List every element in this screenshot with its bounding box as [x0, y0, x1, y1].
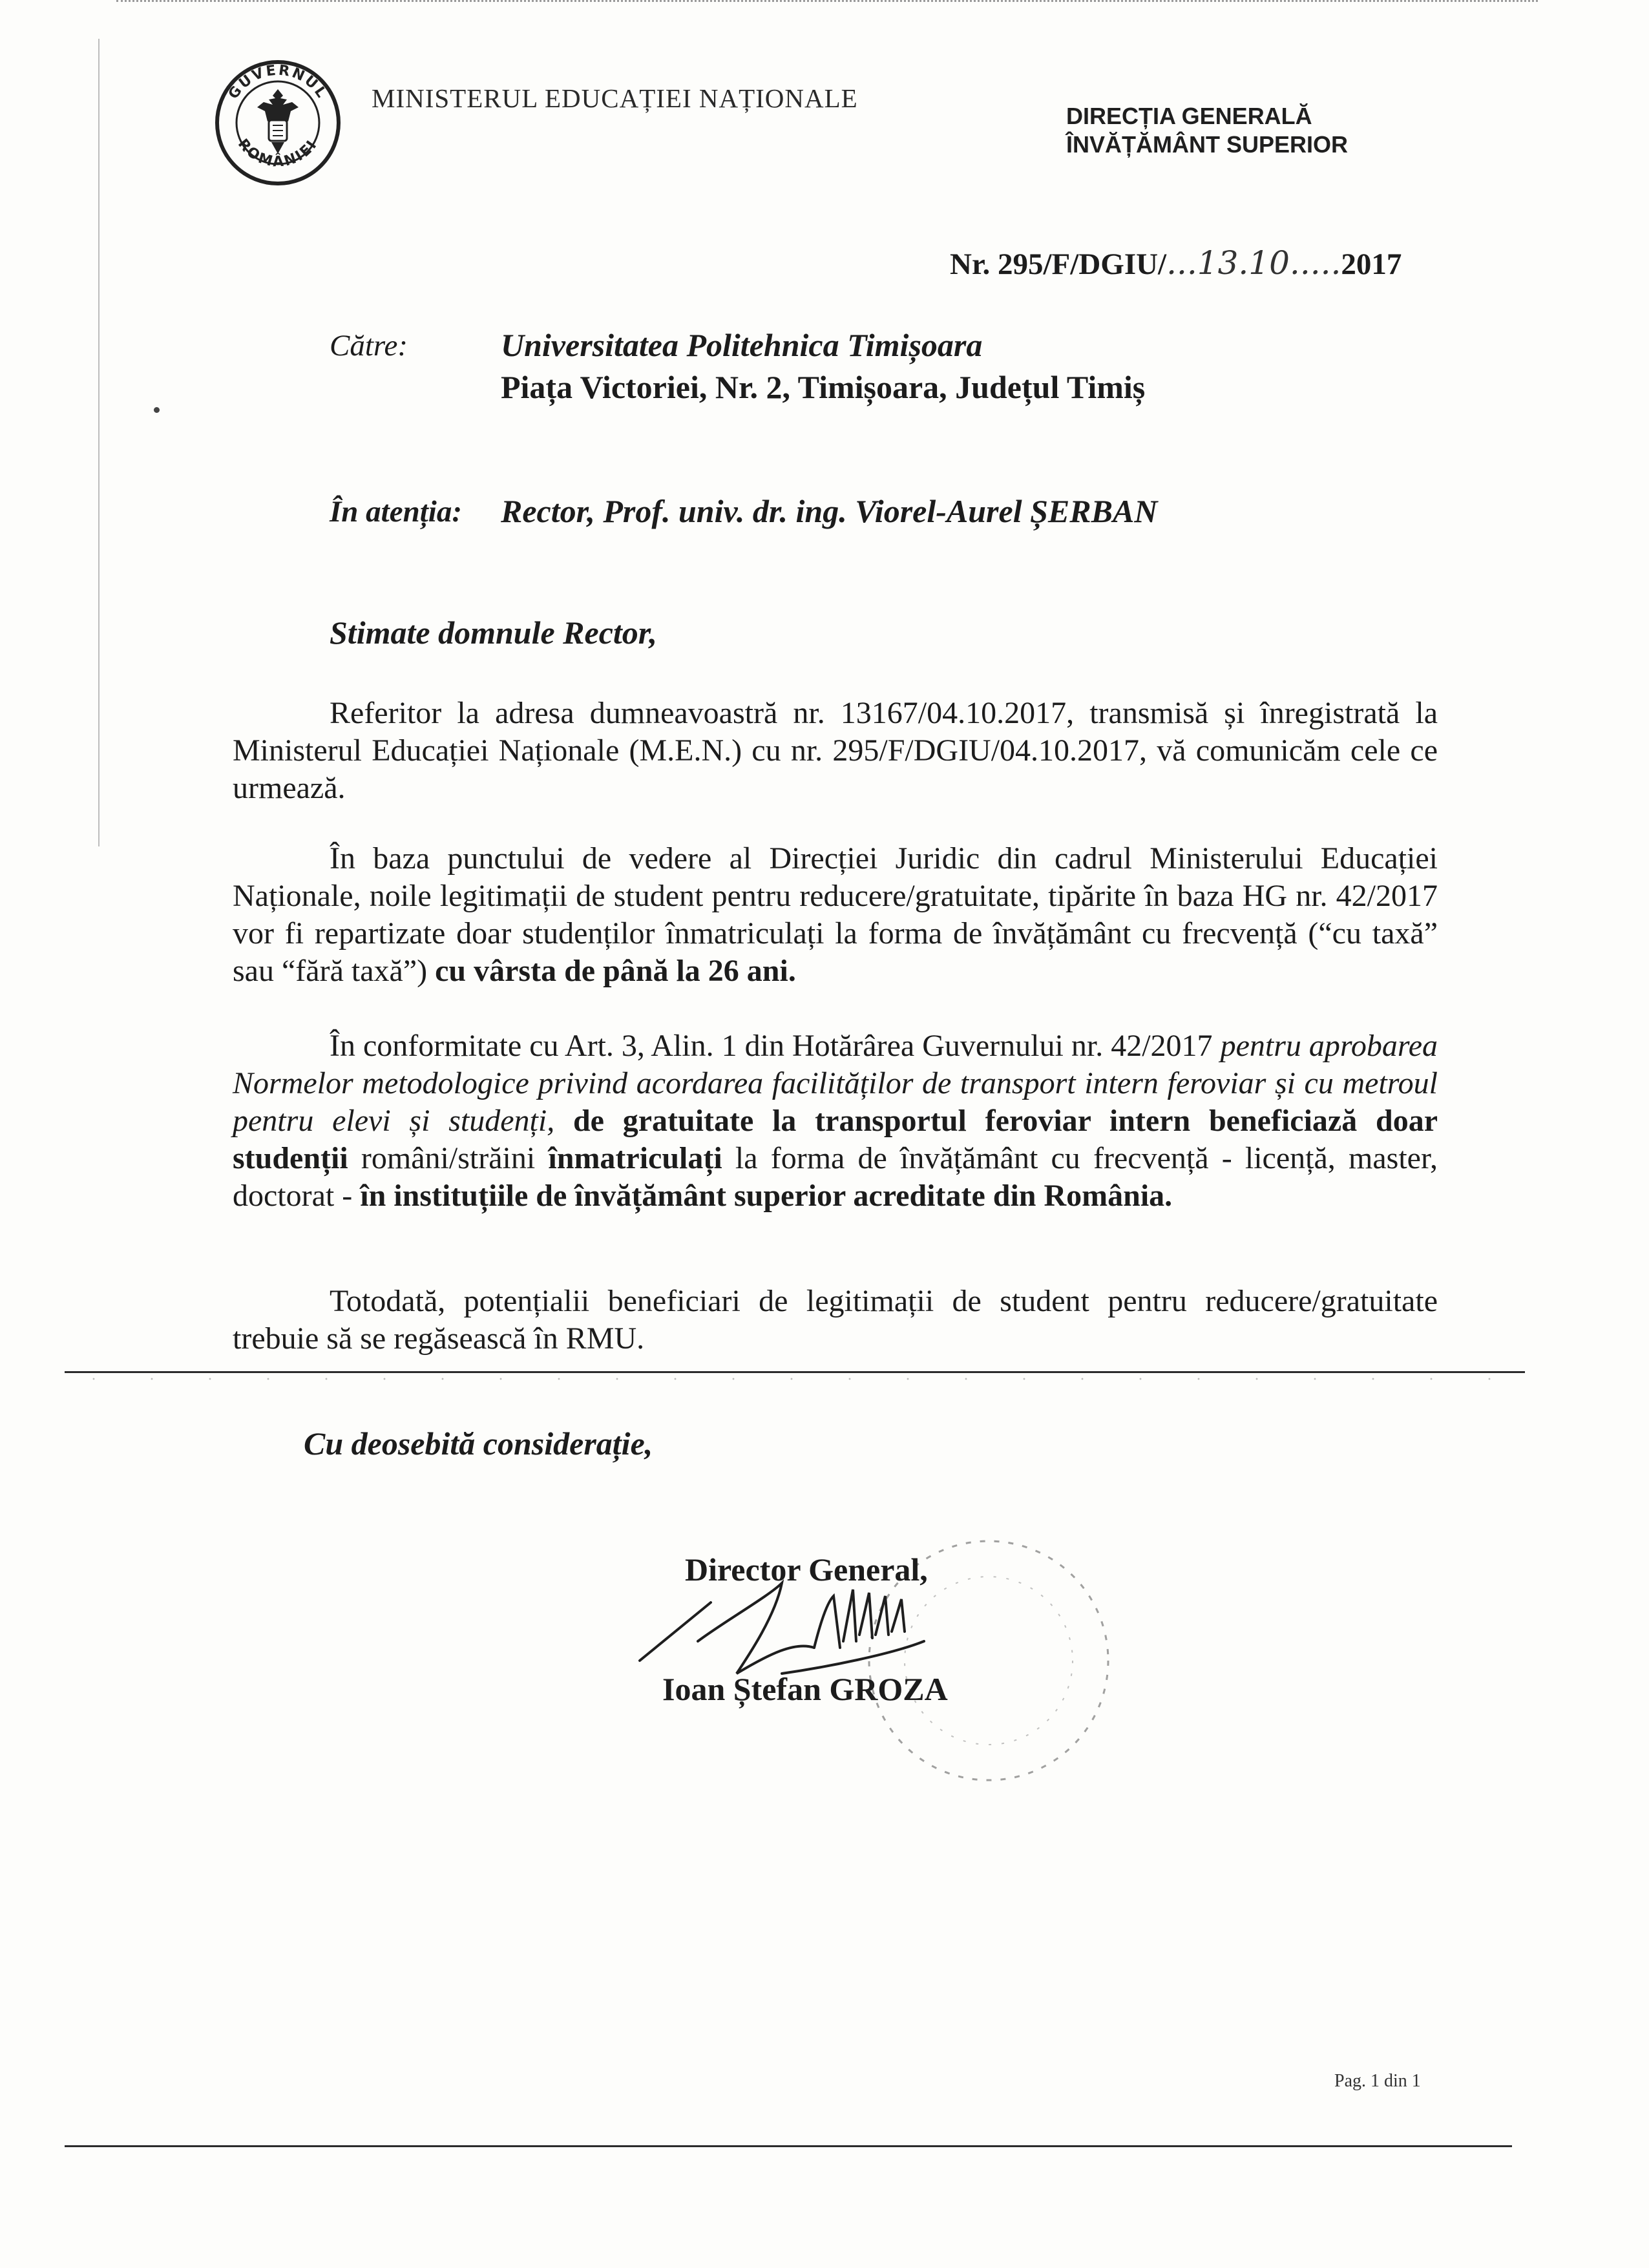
- page-number: Pag. 1 din 1: [1334, 2071, 1421, 2091]
- registration-year: 2017: [1341, 247, 1402, 281]
- attention-text: Rector, Prof. univ. dr. ing. Viorel-Aurel ȘERBAN: [501, 493, 1158, 529]
- paragraph-rmu-text: Totodată, potențialii beneficiari de legitimații de student pentru reducere/gratuitate trebuie să se regăsească în RMU.: [233, 1284, 1438, 1356]
- closing-formula: Cu deosebită considerație,: [304, 1425, 653, 1462]
- paragraph-government-decision: [233, 1027, 1438, 1215]
- svg-text:GUVERNUL: GUVERNUL: [225, 62, 331, 103]
- gd-intro: În conformitate cu Art. 3, Alin. 1 din Hotărârea Guvernului nr. 42/2017: [330, 1029, 1213, 1063]
- footer-line: [65, 2145, 1512, 2147]
- scan-top-edge-noise: [116, 0, 1538, 6]
- paragraph-legal-opinion-text: În baza punctului de vedere al Direcției Juridic din cadrul Ministerului Educației Naționale, noile legitimații de student pentru reducere/gratuitate, tipărite în baza HG nr. 42/2017 vor fi repartizate doar studenților înmatriculați la forma de învățământ cu frecvență (“cu taxă” sau “fără taxă”): [233, 841, 1438, 988]
- paragraph-reference-text: Referitor la adresa dumneavoastră nr. 13167/04.10.2017, transmisă și înregistrată la Ministerul Educației Naționale (M.E.N.) cu nr. 295/F/DGIU/04.10.2017, vă comunicăm cele ce urmează.: [233, 696, 1438, 805]
- paragraph-legal-opinion: [233, 840, 1438, 990]
- salutation: Stimate domnule Rector,: [330, 614, 657, 651]
- gd-students-origin: români/străini: [361, 1141, 536, 1175]
- attention-label: În atenția:: [330, 495, 463, 529]
- signer-title: Director General,: [685, 1551, 928, 1588]
- scan-dot-mark: [154, 407, 160, 413]
- gd-free-transport: de gratuitate la transportul feroviar intern beneficiază doar studenții: [233, 1104, 1438, 1175]
- recipient-label: Către:: [330, 329, 408, 362]
- gd-accredited-institutions: în instituțiile de învățământ superior acreditate din România.: [360, 1179, 1173, 1213]
- gd-title: pentru aprobarea Normelor metodologice privind acordarea facilităților de transport intern feroviar și cu metroul pentru elevi și studenți,: [233, 1029, 1438, 1138]
- government-crest-emblem: [213, 58, 342, 187]
- gd-enrolled: înmatriculați: [548, 1141, 722, 1175]
- divider-line: [65, 1371, 1525, 1373]
- scan-margin-line: [98, 39, 100, 846]
- age-limit-text: cu vârsta de până la 26 ani.: [435, 954, 796, 988]
- recipient-address: Piața Victoriei, Nr. 2, Timișoara, Județul Timiș: [501, 369, 1146, 405]
- paragraph-reference: [233, 695, 1438, 807]
- handwritten-signature: [620, 1544, 982, 1738]
- registration-number: [950, 244, 1402, 282]
- scan-dotted-noise: [65, 1376, 1525, 1381]
- gd-study-forms: la forma de învățământ cu frecvență - licență, master, doctorat -: [233, 1141, 1438, 1213]
- directorate-line-2: ÎNVĂȚĂMÂNT SUPERIOR: [1066, 131, 1349, 158]
- svg-text:ROMÂNIEI: ROMÂNIEI: [234, 136, 321, 171]
- recipient-name: Universitatea Politehnica Timișoara: [501, 327, 983, 363]
- handwritten-date: ...13.10.....: [1166, 244, 1341, 282]
- directorate-line-1: DIRECȚIA GENERALĂ: [1066, 103, 1312, 129]
- ministry-name: MINISTERUL EDUCAȚIEI NAȚIONALE: [372, 83, 858, 113]
- paragraph-rmu: [233, 1283, 1438, 1358]
- registration-prefix: Nr. 295/F/DGIU/: [950, 247, 1167, 281]
- directorate-name: [1066, 102, 1348, 159]
- signer-name: Ioan Ștefan GROZA: [662, 1671, 948, 1707]
